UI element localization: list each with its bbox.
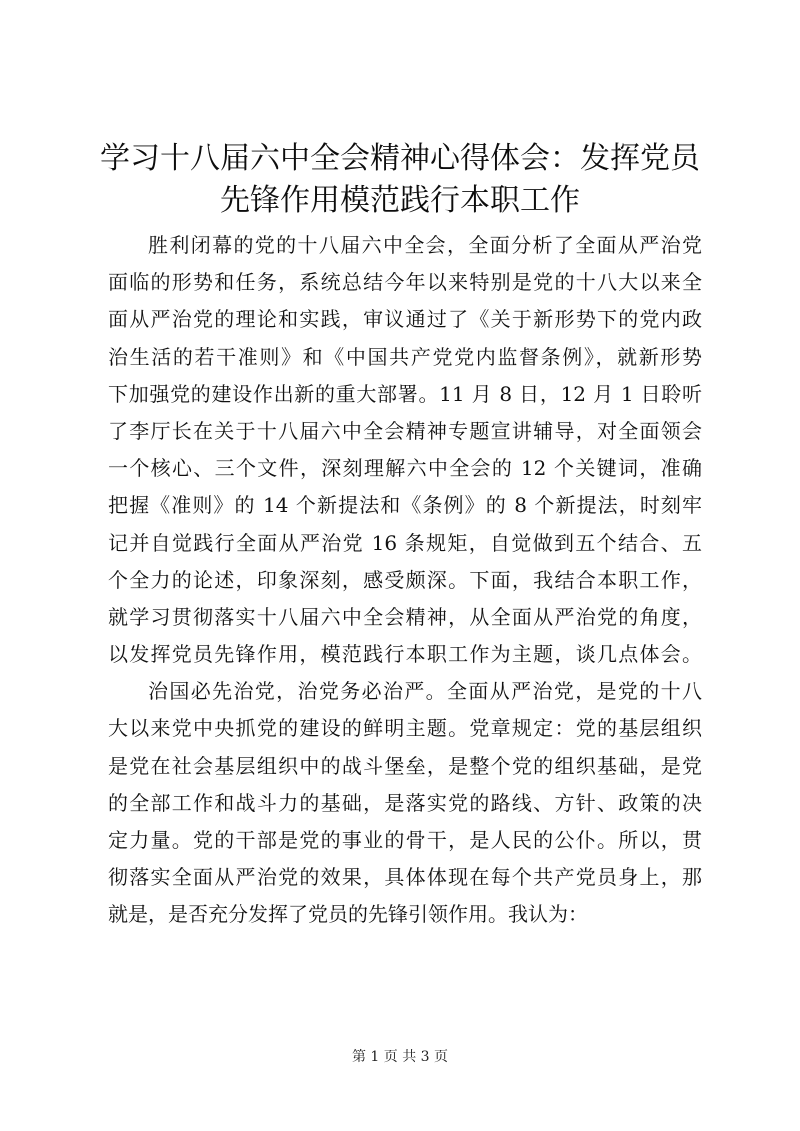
paragraph-line: 面临的形势和任务，系统总结今年以来特别是党的十八大以来全: [108, 270, 702, 295]
paragraph-line: 就学习贯彻落实十八届六中全会精神，从全面从严治党的角度，: [108, 604, 702, 629]
paragraph-line: 记并自觉践行全面从严治党 16 条规矩，自觉做到五个结合、五: [108, 530, 702, 555]
paragraph-line: 以发挥党员先锋作用，模范践行本职工作为主题，谈几点体会。: [108, 642, 702, 667]
paragraph-line: 个全力的论述，印象深刻，感受颇深。下面，我结合本职工作，: [108, 567, 702, 592]
paragraph-line: 了李厅长在关于十八届六中全会精神专题宣讲辅导，对全面领会: [108, 418, 702, 443]
paragraph-line: 定力量。党的干部是党的事业的骨干，是人民的公仆。所以，贯: [108, 828, 702, 852]
title-line-1: 学习十八届六中全会精神心得体会：发挥党员: [100, 141, 700, 176]
paragraph-line: 面从严治党的理论和实践，审议通过了《关于新形势下的党内政: [108, 307, 702, 332]
paragraph-line: 治国必先治党，治党务必治严。全面从严治党，是党的十八: [148, 679, 702, 704]
paragraph-line: 彻落实全面从严治党的效果，具体体现在每个共产党员身上，那: [108, 865, 702, 890]
paragraph-line: 的全部工作和战斗力的基础，是落实党的路线、方针、政策的决: [108, 790, 702, 815]
paragraph-line: 胜利闭幕的党的十八届六中全会，全面分析了全面从严治党: [148, 233, 702, 257]
paragraph-line: 是党在社会基层组织中的战斗堡垒，是整个党的组织基础，是党: [108, 753, 702, 778]
document-title: [100, 138, 700, 222]
title-line-2: 先锋作用模范践行本职工作: [220, 183, 580, 218]
page-footer: 第 1 页 共 3 页: [351, 1049, 449, 1065]
paragraph-line: 一个核心、三个文件，深刻理解六中全会的 12 个关键词，准确: [108, 456, 702, 481]
paragraph-2: [108, 673, 702, 933]
paragraph-line: 治生活的若干准则》和《中国共产党党内监督条例》，就新形势: [108, 344, 702, 369]
paragraph-line: 下加强党的建设作出新的重大部署。11 月 8 日，12 月 1 日聆听: [108, 381, 702, 406]
paragraph-1: [108, 227, 702, 673]
paragraph-line: 大以来党中央抓党的建设的鲜明主题。党章规定：党的基层组织: [108, 716, 702, 741]
paragraph-line: 把握《准则》的 14 个新提法和《条例》的 8 个新提法，时刻牢: [108, 493, 702, 518]
paragraph-line: 就是，是否充分发挥了党员的先锋引领作用。我认为：: [108, 902, 588, 927]
document-body: [108, 227, 702, 934]
